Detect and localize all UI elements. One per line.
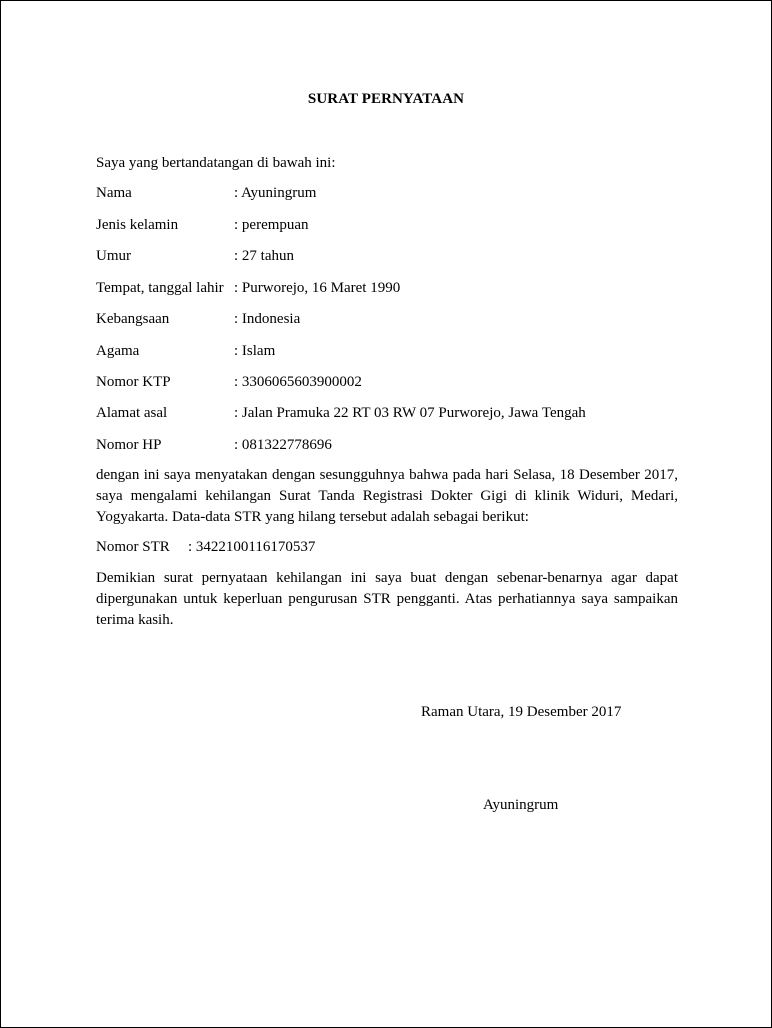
closing-paragraph: Demikian surat pernyataan kehilangan ini saya buat dengan sebenar-benarnya agar dapat dipergunakan untuk keperluan pengurusan STR pengganti. Atas perhatiannya saya sampaikan terima kasih.	[96, 570, 678, 628]
field-value: : 27 tahun	[234, 248, 294, 264]
document-title: SURAT PERNYATAAN	[307, 91, 465, 107]
intro-text: Saya yang bertandatangan di bawah ini:	[96, 155, 336, 171]
field-value: : Indonesia	[234, 311, 301, 327]
field-label: Nomor KTP	[96, 374, 171, 390]
field-label: Umur	[96, 248, 131, 264]
field-value: : Ayuningrum	[234, 185, 317, 201]
place-date: Raman Utara, 19 Desember 2017	[421, 704, 622, 720]
field-row-kebangsaan	[96, 309, 696, 330]
field-value: : perempuan	[234, 217, 309, 233]
str-label: Nomor STR	[96, 539, 170, 555]
field-label: Tempat, tanggal lahir	[96, 280, 224, 296]
field-label: Alamat asal	[96, 405, 168, 421]
field-row-tempat-tanggal-lahir	[96, 278, 696, 299]
field-value: : Islam	[234, 343, 276, 359]
field-value: : 3306065603900002	[234, 374, 362, 390]
field-row-alamat-asal	[96, 403, 696, 424]
field-label: Nomor HP	[96, 437, 162, 453]
field-row-nama	[96, 183, 696, 204]
field-value: : 081322778696	[234, 437, 332, 453]
field-label: Jenis kelamin	[96, 217, 179, 233]
str-number-row	[96, 537, 315, 558]
field-row-nomor-ktp	[96, 372, 696, 393]
field-row-nomor-hp	[96, 435, 696, 456]
str-value: : 3422100116170537	[188, 539, 316, 555]
field-label: Kebangsaan	[96, 311, 170, 327]
field-label: Agama	[96, 343, 140, 359]
field-row-umur	[96, 246, 696, 267]
field-row-jenis-kelamin	[96, 215, 696, 236]
field-label: Nama	[96, 185, 132, 201]
statement-paragraph: dengan ini saya menyatakan dengan sesungguhnya bahwa pada hari Selasa, 18 Desember 2017, saya mengalami kehilangan Surat Tanda Registrasi Dokter Gigi di klinik Widuri, Medari, Yogyakarta. Data-data STR yang hilang tersebut adalah sebagai berikut:	[96, 467, 678, 525]
signer-name: Ayuningrum	[483, 797, 559, 813]
field-value: : Purworejo, 16 Maret 1990	[234, 280, 401, 296]
field-value: : Jalan Pramuka 22 RT 03 RW 07 Purworejo, Jawa Tengah	[234, 405, 586, 421]
field-row-agama	[96, 341, 696, 362]
